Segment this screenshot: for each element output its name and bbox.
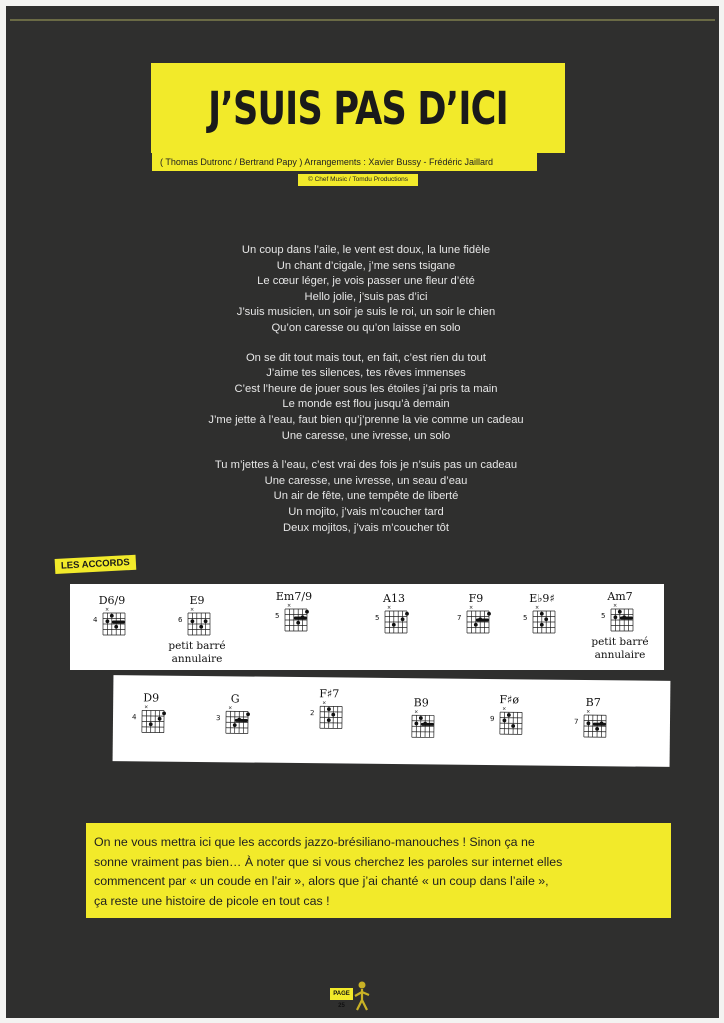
lyric-line: J’me jette à l’eau, faut bien qu’j’prenne la vie comme un cadeau <box>208 413 524 426</box>
chord-name: E♭9♯ <box>529 592 555 605</box>
lyric-line: Tu m’jettes à l’eau, c’est vrai des fois je n’suis pas un cadeau <box>214 459 518 472</box>
svg-text:5: 5 <box>375 614 380 622</box>
note-line: ça reste une histoire de picole en tout cas ! <box>94 893 330 908</box>
lyric-line: On se dit tout mais tout, en fait, c’est rien du tout <box>245 351 487 364</box>
note-line: commencent par « un coude en l’air », alors que j’ai chanté « un coup dans l’aile », <box>94 874 549 888</box>
songbook-page <box>6 6 719 1018</box>
chord-b9 <box>389 696 453 740</box>
svg-text:9: 9 <box>489 715 495 724</box>
chord-name: F9 <box>468 592 484 605</box>
chord-diagram-icon <box>273 603 315 633</box>
svg-text:5: 5 <box>275 612 280 620</box>
chord-diagram-icon <box>176 607 218 637</box>
lyric-line: Un air de fête, une tempête de liberté <box>273 490 459 503</box>
title-banner <box>151 63 565 153</box>
lyric-line: Le monde est flou jusqu’à demain <box>282 398 450 411</box>
note-line: On ne vous mettra ici que les accords jazzo-brésiliano-manouches ! Sinon ça ne <box>94 835 535 849</box>
chord-name: Am7 <box>607 590 633 603</box>
svg-text:2: 2 <box>310 709 315 718</box>
svg-text:×: × <box>228 705 233 712</box>
lyrics-stanza <box>126 243 606 337</box>
chord-e9 <box>165 594 229 666</box>
chord-diagram-icon <box>599 603 641 633</box>
lyric-line: Un chant d’cigale, j’me sens tsigane <box>276 259 456 272</box>
svg-text:×: × <box>502 706 507 713</box>
svg-text:7: 7 <box>573 717 579 726</box>
lyrics-stanza <box>126 458 606 536</box>
svg-text:3: 3 <box>215 714 221 723</box>
chord-d69 <box>80 594 144 637</box>
chord-a13 <box>362 592 426 635</box>
lyric-line: Deux mojitos, j’vais m’coucher tôt <box>282 521 449 534</box>
svg-text:×: × <box>144 704 149 711</box>
lyric-line: Hello jolie, j’suis pas d’ici <box>304 290 428 303</box>
copyright-banner <box>298 174 418 186</box>
chord-diagram-icon <box>308 700 350 730</box>
credits-banner <box>152 153 537 171</box>
svg-text:6: 6 <box>178 616 183 624</box>
chord-f <box>477 693 541 737</box>
lyric-line: Un mojito, j’vais m’coucher tard <box>288 505 444 518</box>
chord-diagram-icon <box>572 709 614 739</box>
lyric-line: J’aime tes silences, tes rêves immenses <box>266 367 466 380</box>
svg-text:×: × <box>105 607 110 613</box>
chord-f7 <box>297 687 361 731</box>
chord-name: D9 <box>143 691 160 705</box>
svg-text:×: × <box>469 605 474 611</box>
svg-text:4: 4 <box>131 713 137 722</box>
chord-am7 <box>588 590 652 662</box>
chord-name: B7 <box>585 696 601 710</box>
song-copyright: © Chef Music / Tomdu Productions <box>307 176 409 183</box>
chord-diagram-icon <box>455 605 497 635</box>
svg-text:×: × <box>190 607 195 613</box>
lyric-line: Le cœur léger, je vois passer une fleur d’été <box>257 275 475 288</box>
chord-chart-row-1 <box>70 584 664 670</box>
chord-diagram-icon <box>373 605 415 635</box>
chord-diagram-icon <box>91 607 133 637</box>
lyric-line: C’est l’heure de jouer sous les étoiles j’ai pris ta main <box>234 382 498 395</box>
chord-diagram-icon <box>130 704 172 734</box>
chord-diagram-icon <box>488 706 530 736</box>
chord-d9 <box>119 691 183 735</box>
chord-name: A13 <box>383 592 405 605</box>
svg-text:×: × <box>414 709 419 716</box>
guitarist-figure-icon <box>350 980 374 1012</box>
chord-fingering-note: petit barré annulaire <box>591 636 649 661</box>
chords-label: LES ACCORDS <box>55 555 136 574</box>
svg-text:5: 5 <box>523 614 528 622</box>
chord-name: Em7/9 <box>275 590 313 603</box>
lyric-line: Une caresse, une ivresse, un seau d’eau <box>264 474 468 487</box>
svg-text:×: × <box>586 709 591 716</box>
chord-name: B9 <box>413 696 429 710</box>
chord-g <box>203 692 267 736</box>
chord-e9 <box>510 592 574 635</box>
song-title: J’SUIS PAS D’ICI <box>208 81 508 135</box>
chord-name: G <box>230 692 240 706</box>
note-text <box>94 833 666 911</box>
svg-text:5: 5 <box>601 612 606 620</box>
svg-text:×: × <box>287 603 292 609</box>
chord-f9 <box>444 592 508 635</box>
lyric-line: Une caresse, une ivresse, un solo <box>281 429 451 442</box>
note-line: sonne vraiment pas bien… À noter que si vous cherchez les paroles sur internet elles <box>94 854 563 869</box>
lyrics <box>126 243 606 550</box>
chord-name: E9 <box>189 594 205 607</box>
chord-diagram-icon <box>521 605 563 635</box>
page-number: PAGE 25 <box>333 991 350 1009</box>
note-banner <box>86 823 671 918</box>
svg-text:×: × <box>535 605 540 611</box>
chord-diagram-icon <box>400 709 442 739</box>
chord-name: D6/9 <box>98 594 126 607</box>
chord-em79 <box>262 590 326 633</box>
chord-b7 <box>561 696 625 740</box>
svg-text:7: 7 <box>457 614 462 622</box>
svg-text:×: × <box>613 603 618 609</box>
chord-name: F♯7 <box>319 687 340 701</box>
lyric-line: Qu’on caresse ou qu’on laisse en solo <box>271 321 461 334</box>
svg-text:4: 4 <box>93 616 98 624</box>
song-credits: ( Thomas Dutronc / Bertrand Papy ) Arrangements : Xavier Bussy - Frédéric Jaillard <box>160 157 493 167</box>
chord-chart-row-2 <box>113 675 671 767</box>
chord-diagram-icon <box>214 705 256 735</box>
lyric-line: Un coup dans l’aile, le vent est doux, la lune fidèle <box>241 244 491 256</box>
svg-text:×: × <box>387 605 392 611</box>
chord-name: F♯ø <box>499 693 520 707</box>
chord-fingering-note: petit barré annulaire <box>168 640 226 665</box>
lyric-line: J’suis musicien, un soir je suis le roi, un soir le chien <box>236 306 496 319</box>
lyrics-stanza <box>126 351 606 445</box>
svg-text:×: × <box>322 700 327 707</box>
top-rule <box>10 19 715 21</box>
